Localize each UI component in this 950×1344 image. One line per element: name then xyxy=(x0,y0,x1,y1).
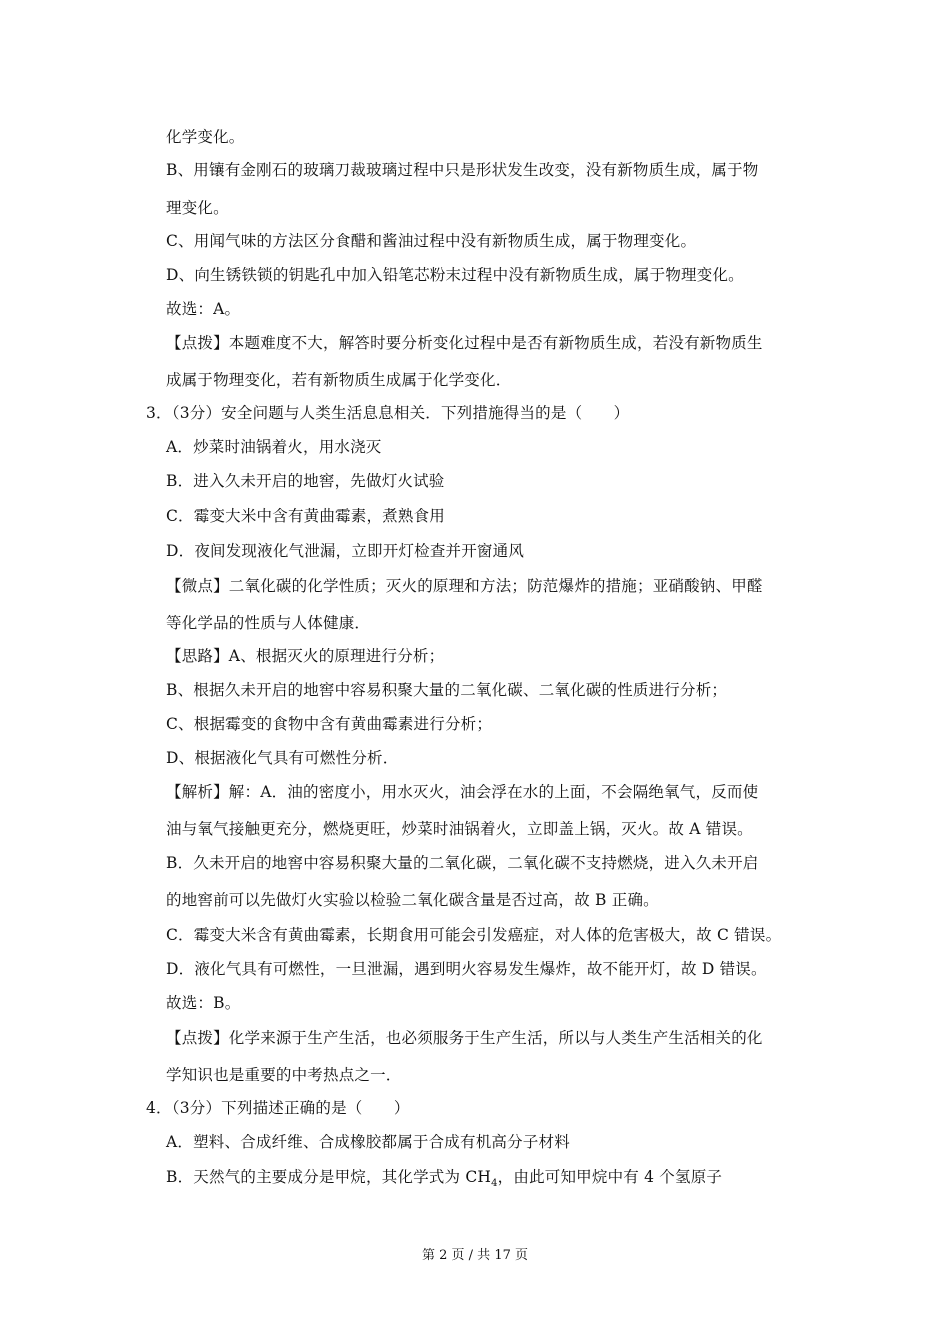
text-line: D、向生锈铁锁的钥匙孔中加入铅笔芯粉末过程中没有新物质生成，属于物理变化。 xyxy=(166,266,744,284)
text-line: 化学变化。 xyxy=(166,128,245,146)
text-line: C．霉变大米含有黄曲霉素，长期食用可能会引发癌症，对人体的危害极大，故 C 错误。 xyxy=(166,926,782,944)
text-line: 学知识也是重要的中考热点之一． xyxy=(166,1066,402,1084)
option-d: D．夜间发现液化气泄漏，立即开灯检查并开窗通风 xyxy=(166,542,525,560)
text-line: 【解析】解：A．油的密度小，用水灭火，油会浮在水的上面，不会隔绝氧气，反而使 xyxy=(166,783,759,801)
option-b-text-end: ，由此可知甲烷中有 4 个氢原子 xyxy=(497,1168,723,1186)
subscript: 4 xyxy=(491,1178,498,1190)
text-line: 【点拨】化学来源于生产生活，也必须服务于生产生活，所以与人类生产生活相关的化 xyxy=(166,1029,763,1047)
option-b xyxy=(166,1167,723,1190)
page-footer: 第 2 页 / 共 17 页 xyxy=(422,1248,528,1263)
text-line: 成属于物理变化，若有新物质生成属于化学变化． xyxy=(166,371,512,389)
text-line: B．久未开启的地窖中容易积聚大量的二氧化碳，二氧化碳不支持燃烧，进入久未开启 xyxy=(166,854,759,872)
option-c: C．霉变大米中含有黄曲霉素，煮熟食用 xyxy=(166,507,445,525)
text-line: 的地窖前可以先做灯火实验以检验二氧化碳含量是否过高，故 B 正确。 xyxy=(166,891,659,909)
option-b-text: B．天然气的主要成分是甲烷，其化学式为 CH xyxy=(166,1168,492,1186)
text-line: D．液化气具有可燃性，一旦泄漏，遇到明火容易发生爆炸，故不能开灯，故 D 错误。 xyxy=(166,960,767,978)
text-line: 【思路】A、根据灭火的原理进行分析； xyxy=(166,647,445,665)
text-line: B、用镶有金刚石的玻璃刀裁玻璃过程中只是形状发生改变，没有新物质生成，属于物 xyxy=(166,161,759,179)
option-b: B．进入久未开启的地窖，先做灯火试验 xyxy=(166,472,445,490)
option-a: A．塑料、合成纤维、合成橡胶都属于合成有机高分子材料 xyxy=(166,1133,570,1151)
text-line: 【点拨】本题难度不大，解答时要分析变化过程中是否有新物质生成，若没有新物质生 xyxy=(166,334,763,352)
text-line: B、根据久未开启的地窖中容易积聚大量的二氧化碳、二氧化碳的性质进行分析； xyxy=(166,681,728,699)
text-line: D、根据液化气具有可燃性分析． xyxy=(166,749,399,767)
text-line: 等化学品的性质与人体健康． xyxy=(166,614,371,632)
question-3-stem: 3．（3分）安全问题与人类生活息息相关．下列措施得当的是（ ） xyxy=(146,404,630,422)
text-line: 【微点】二氧化碳的化学性质；灭火的原理和方法；防范爆炸的措施；亚硝酸钠、甲醛 xyxy=(166,577,763,595)
text-line: 故选：A。 xyxy=(166,300,241,318)
text-line: 故选：B。 xyxy=(166,994,241,1012)
text-line: 理变化。 xyxy=(166,199,229,217)
text-line: 油与氧气接触更充分，燃烧更旺，炒菜时油锅着火，立即盖上锅，灭火。故 A 错误。 xyxy=(166,820,753,838)
option-a: A．炒菜时油锅着火，用水浇灭 xyxy=(166,438,382,456)
text-line: C、用闻气味的方法区分食醋和酱油过程中没有新物质生成，属于物理变化。 xyxy=(166,232,697,250)
question-4-stem: 4．（3分）下列描述正确的是（ ） xyxy=(146,1099,410,1117)
text-line: C、根据霉变的食物中含有黄曲霉素进行分析； xyxy=(166,715,493,733)
